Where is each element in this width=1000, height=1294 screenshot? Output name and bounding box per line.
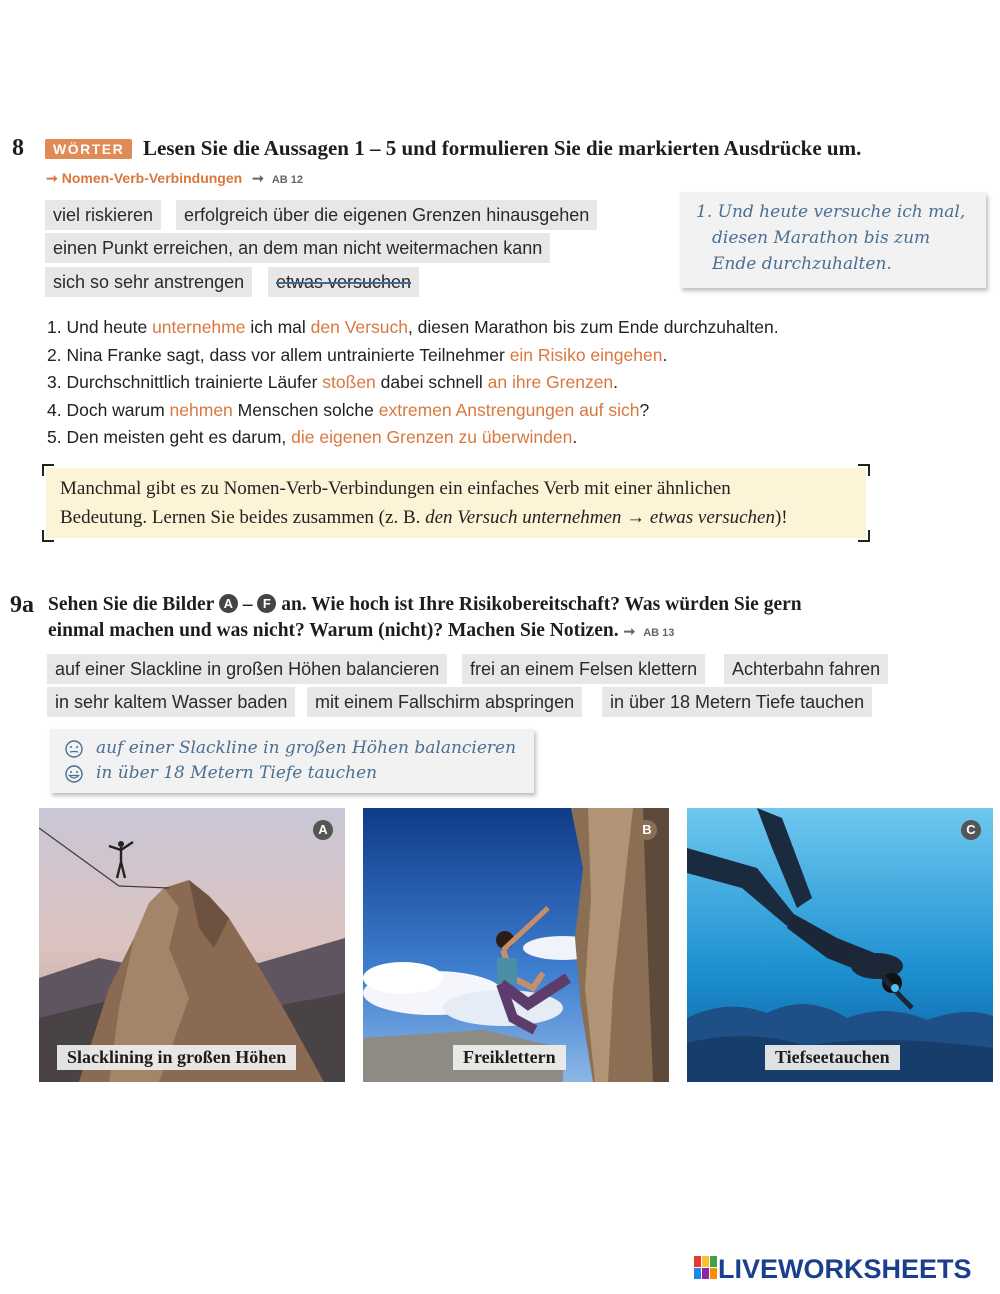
statement-1: 1. Und heute unternehme ich mal den Versuch, diesen Marathon bis zum Ende durchzuhalten. xyxy=(47,317,779,337)
word-chip[interactable]: viel riskieren xyxy=(45,200,161,230)
note-line: Ende durchzuhalten. xyxy=(712,254,892,274)
exercise-instruction: Lesen Sie die Aussagen 1 – 5 und formulieren Sie die markierten Ausdrücke um. xyxy=(143,136,862,160)
neutral-face-icon xyxy=(64,739,84,759)
word-chip[interactable]: in über 18 Metern Tiefe tauchen xyxy=(602,687,872,717)
logo-text: LIVEWORKSHEETS xyxy=(718,1254,972,1284)
picture-letter: A xyxy=(313,820,333,840)
tip-line-2: Bedeutung. Lernen Sie beides zusammen (z. B. den Versuch unternehmen → etwas versuchen)! xyxy=(60,507,788,528)
smiley-face-icon xyxy=(64,764,84,784)
word-chip[interactable]: sich so sehr anstrengen xyxy=(45,267,252,297)
liveworksheets-logo[interactable] xyxy=(694,1254,972,1285)
tip-box xyxy=(46,468,866,538)
picture-caption: Freiklettern xyxy=(453,1045,566,1070)
word-chip[interactable]: auf einer Slackline in großen Höhen balancieren xyxy=(47,654,447,684)
arrow-right-icon: ➞ xyxy=(46,170,58,186)
letter-a-icon: A xyxy=(219,594,238,613)
exercise-number: 8 xyxy=(12,135,24,161)
climbing-illustration xyxy=(363,808,669,1082)
letter-f-icon: F xyxy=(257,594,276,613)
workbook-ref: AB 13 xyxy=(643,627,675,639)
answer-note xyxy=(680,192,986,288)
word-chip-used[interactable]: etwas versuchen xyxy=(268,267,419,297)
note-line: in über 18 Metern Tiefe tauchen xyxy=(96,763,378,783)
arrow-right-icon: ➞ xyxy=(623,623,636,639)
reference-link[interactable] xyxy=(46,170,303,187)
picture-letter: C xyxy=(961,820,981,840)
slackline-illustration xyxy=(39,808,345,1082)
category-badge: WÖRTER xyxy=(45,139,132,159)
picture-caption: Tiefseetauchen xyxy=(765,1045,900,1070)
exercise-instruction-line-2: einmal machen und was nicht? Warum (nicht)? Machen Sie Notizen. ➞ AB 13 xyxy=(48,620,675,641)
reference-label: Nomen-Verb-Verbindungen xyxy=(61,170,243,186)
word-chip[interactable]: frei an einem Felsen klettern xyxy=(462,654,705,684)
note-line: 1. Und heute versuche ich mal, xyxy=(696,202,966,222)
picture-a xyxy=(39,808,345,1082)
word-chip[interactable]: einen Punkt erreichen, an dem man nicht weitermachen kann xyxy=(45,233,550,263)
picture-b xyxy=(363,808,669,1082)
logo-grid-icon xyxy=(694,1256,718,1280)
workbook-ref: AB 12 xyxy=(271,174,304,186)
word-chip[interactable]: mit einem Fallschirm abspringen xyxy=(307,687,582,717)
statement-3: 3. Durchschnittlich trainierte Läufer stoßen dabei schnell an ihre Grenzen. xyxy=(47,372,619,392)
exercise-instruction-line-1: Sehen Sie die Bilder A – F an. Wie hoch ist Ihre Risikobereitschaft? Was würden Sie gern xyxy=(48,594,802,615)
answer-note xyxy=(50,729,534,793)
tip-line-1: Manchmal gibt es zu Nomen-Verb-Verbindungen ein einfaches Verb mit einer ähnlichen xyxy=(60,478,731,499)
word-chip[interactable]: Achterbahn fahren xyxy=(724,654,888,684)
diving-illustration xyxy=(687,808,993,1082)
statement-2: 2. Nina Franke sagt, dass vor allem untrainierte Teilnehmer ein Risiko eingehen. xyxy=(47,345,668,365)
statement-4: 4. Doch warum nehmen Menschen solche extremen Anstrengungen auf sich? xyxy=(47,400,650,420)
arrow-right-icon: ➞ xyxy=(252,170,264,186)
word-chip[interactable]: in sehr kaltem Wasser baden xyxy=(47,687,295,717)
statement-5: 5. Den meisten geht es darum, die eigenen Grenzen zu überwinden. xyxy=(47,427,578,447)
picture-c xyxy=(687,808,993,1082)
exercise-number: 9a xyxy=(10,592,34,618)
note-line: auf einer Slackline in großen Höhen balancieren xyxy=(96,738,517,758)
picture-caption: Slacklining in großen Höhen xyxy=(57,1045,296,1070)
picture-letter: B xyxy=(637,820,657,840)
word-chip[interactable]: erfolgreich über die eigenen Grenzen hinausgehen xyxy=(176,200,597,230)
note-line: diesen Marathon bis zum xyxy=(712,228,931,248)
